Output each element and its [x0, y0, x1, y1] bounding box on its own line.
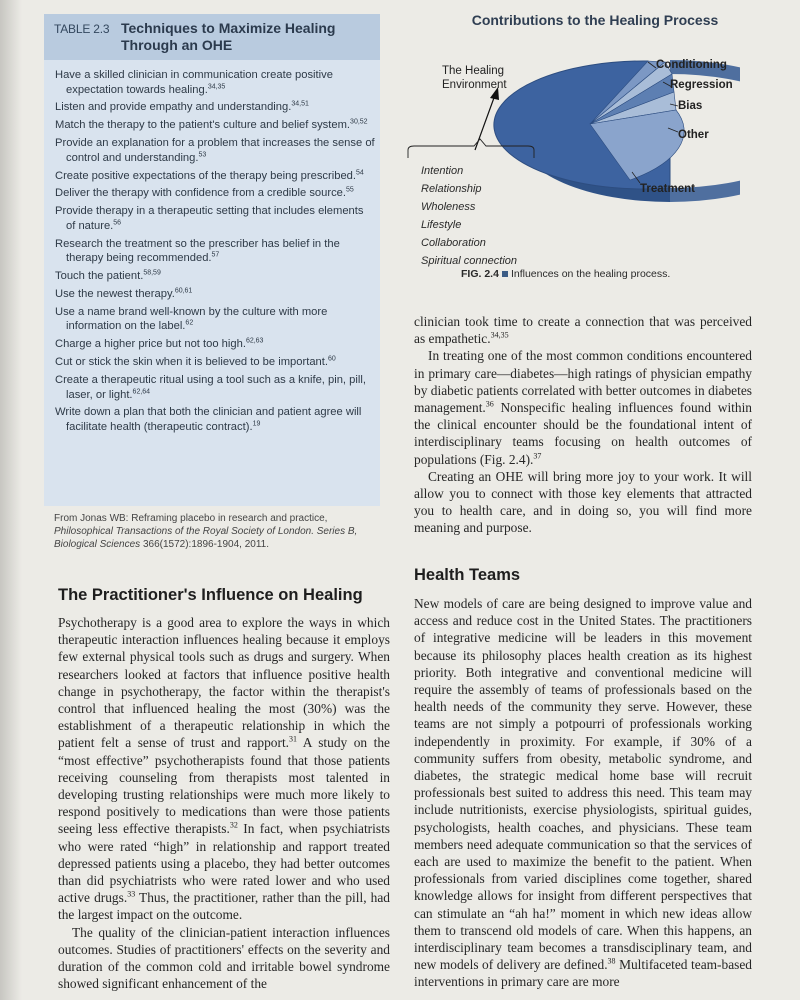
source-journal: Philosophical Transactions of the Royal Society of London. Series B, Biological Sciences [54, 526, 358, 550]
table-row: Create positive expectations of the therapy being prescribed.$^{54}$ [55, 168, 364, 182]
table-row: Create a therapeutic ritual using a tool such as a knife, pin, pill, laser, or light.$^{62,64}$ [55, 374, 366, 401]
label-environment-line1: The Healing [442, 65, 505, 77]
influence-list [421, 162, 517, 270]
page-gutter-shadow [0, 0, 22, 1000]
table-row: Listen and provide empathy and understanding.$^{34,51}$ [55, 100, 309, 114]
label-environment-line2: Environment [442, 79, 507, 91]
influence-list-item: Collaboration [421, 237, 486, 249]
label-healing-environment [442, 64, 507, 92]
table-row: Charge a higher price but not too high.$^{62,63}$ [55, 337, 264, 351]
label-treatment: Treatment [640, 183, 695, 195]
label-bias: Bias [678, 100, 703, 112]
left-column-body [58, 614, 390, 992]
paragraph: clinician took time to create a connection that was perceived as empathetic.$^{34,35}$ [414, 314, 752, 347]
right-column-top [414, 313, 752, 537]
figure-title: Contributions to the Healing Process [471, 12, 719, 28]
caption-square-icon [502, 271, 508, 277]
table-row: Write down a plan that both the clinician and patient agree will facilitate health (therapeutic contract).$^{19}$ [55, 406, 362, 433]
health-teams-body [414, 595, 752, 991]
caption-number: FIG. 2.4 [461, 268, 499, 280]
label-other: Other [678, 129, 709, 141]
table-row: Cut or stick the skin when it is believed to be important.$^{60}$ [55, 355, 336, 369]
table-row: Research the treatment so the prescriber has belief in the therapy being recommended.$^{57}$ [55, 237, 340, 265]
table-row: Touch the patient.$^{58,59}$ [55, 269, 161, 283]
influence-list-item: Wholeness [421, 201, 476, 213]
label-conditioning: Conditioning [656, 59, 727, 71]
paragraph: The quality of the clinician-patient interaction influences outcomes. Studies of practitioners' effects on the severity and duration of the common cold and irritable bowel syndrome showed significant enhancement of the [58, 924, 390, 992]
table-row: Match the therapy to the patient's culture and belief system.$^{30,52}$ [55, 118, 368, 132]
table-row: Deliver the therapy with confidence from a credible source.$^{55}$ [55, 186, 354, 200]
source-prefix: From Jonas WB: Reframing placebo in research and practice, [54, 513, 328, 524]
paragraph: Creating an OHE will bring more joy to your work. It will allow you to connect with those key elements that attracted you to health care, and in doing so, you will find more meaning and purpose. [414, 468, 752, 536]
paragraph: Psychotherapy is a good area to explore the ways in which therapeutic interaction influences healing because it employs few external physical tools such as drugs and surgery. When researchers looked at factors that influence positive health change in psychotherapy, the factor within the therapist's control that influenced healing the most (30%) was the establishment of a therapeutic relationship in which the patient felt a sense of trust and rapport.$^{31}$ A study on the “most effective” psychotherapists found that those patients receiving counseling from therapists most talented in developing trusting relationships were much more likely to respond positively to medications than were those patients seeing less effective therapists.$^{32}$ In fact, when psychiatrists who were rated “high” in relationship and rapport treated depressed patients using a placebo, they had better outcomes than did psychiatrists who were rated lower and who used active drugs.$^{33}$ Thus, the practitioner, rather than the pill, had the largest impact on the outcome. [58, 615, 390, 923]
table-source [54, 512, 384, 551]
table-row: Provide therapy in a therapeutic setting that includes elements of nature.$^{56}$ [55, 205, 364, 232]
influence-list-item: Spiritual connection [421, 255, 518, 267]
table-number: TABLE 2.3 [54, 22, 110, 36]
table-row: Use a name brand well-known by the culture with more information on the label.$^{62}$ [55, 305, 328, 333]
table-title: Techniques to Maximize Healing Through an OHE [121, 20, 336, 53]
table-rows [55, 68, 375, 438]
section-heading-health-teams: Health Teams [414, 566, 521, 584]
caption-text: Influences on the healing process. [510, 268, 671, 280]
section-heading-practitioner: The Practitioner's Influence on Healing [58, 586, 363, 604]
table-row: Use the newest therapy.$^{60,61}$ [55, 287, 193, 301]
influence-list-item: Intention [421, 165, 464, 177]
influence-list-item: Relationship [421, 183, 482, 195]
figure-caption [461, 268, 670, 280]
source-suffix: 366(1572):1896-1904, 2011. [142, 539, 269, 550]
label-regression: Regression [670, 79, 733, 91]
table-row: Have a skilled clinician in communication create positive expectation towards healing.$^{34,35}$ [55, 69, 333, 96]
paragraph: New models of care are being designed to improve value and access and reduce cost in the United States. The practitioners of integrative medicine will be leaders in this movement because its philosophy places health creation as its highest priority. Both integrative and conventional medicine will require the assembly of teams of professionals based on the health needs of the community they serve. However, these teams are not simply a potpourri of professionals working independently in proximity. For example, if 30% of a community suffers from obesity, metabolic syndrome, and diabetes, the strategic medical home base will recruit professionals best suited to address this need. This team may include nutritionists, exercise physiologists, spiritual guides, psychologists, health coaches, and physicians. These team members need adequate communication so that the services of each are used to maximize the benefit to the patient. When professionals from varied disciplines come together, shared knowledge allows for insight from different perspectives that can stimulate an “ah ha!” moment in which new ideas allow them to transcend old models of care. When this happens, an interdisciplinary team becomes a transdisciplinary team, and new models of delivery are defined.$^{38}$ Multifaceted team-based interventions in primary care are more [414, 596, 752, 990]
paragraph: In treating one of the most common conditions encountered in primary care—diabetes—high ratings of physician empathy by diabetic patients correlated with better outcomes in diabetes management.$^{36}$ Nonspecific healing influences found within the clinical encounter should be the foundational intent of interdisciplinary teams focusing on health outcomes of populations (Fig. 2.4).$^{37}$ [414, 348, 752, 467]
influence-list-item: Lifestyle [421, 219, 462, 231]
table-row: Provide an explanation for a problem that increases the sense of control and understanding.$^{53}$ [55, 137, 375, 164]
